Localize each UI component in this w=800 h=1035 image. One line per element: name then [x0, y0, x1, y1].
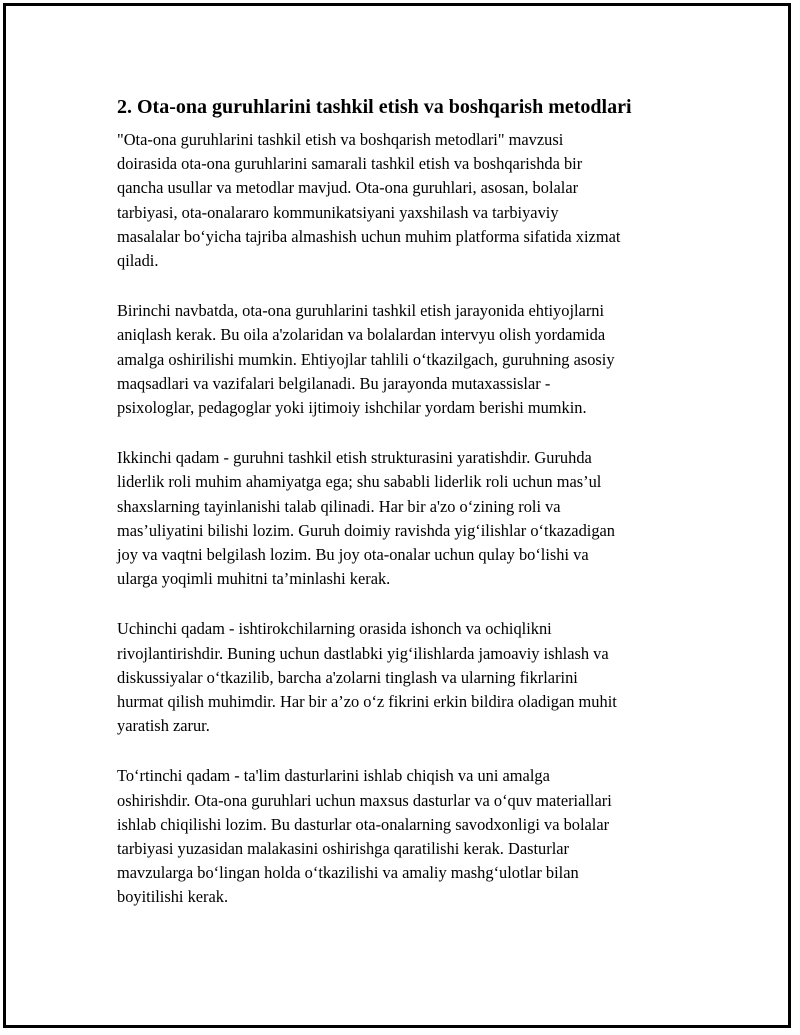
text-line: "Ota-ona guruhlarini tashkil etish va boshqarish metodlari" mavzusi [117, 130, 564, 149]
text-line: doirasida ota-ona guruhlarini samarali tashkil etish va boshqarishda bir [117, 154, 583, 174]
text-line: aniqlash kerak. Bu oila a'zolaridan va bolalardan intervyu olish yordamida [117, 325, 606, 345]
text-line: psixologlar, pedagoglar yoki ijtimoiy ishchilar yordam berishi mumkin. [117, 398, 587, 418]
text-line: diskussiyalar o‘tkazilib, barcha a'zolarni tinglash va ularning fikrlarini [117, 667, 578, 687]
text-line: maqsadlari va vazifalari belgilanadi. Bu jarayonda mutaxassislar - [117, 373, 551, 393]
text-line: qiladi. [117, 251, 159, 271]
paragraph-first-step [117, 299, 687, 420]
text-line: oshirishdir. Ota-ona guruhlari uchun maxsus dasturlar va o‘quv materiallari [117, 790, 612, 810]
text-line: joy va vaqtni belgilash lozim. Bu joy ota-onalar uchun qulay bo‘lishi va [117, 545, 589, 565]
section-title: 2. Ota-ona guruhlarini tashkil etish va boshqarish metodlari [117, 96, 632, 118]
text-line: amalga oshirilishi mumkin. Ehtiyojlar tahlili o‘tkazilgach, guruhning asosiy [117, 349, 615, 369]
text-line: rivojlantirishdir. Buning uchun dastlabki yig‘ilishlarda jamoaviy ishlash va [117, 643, 609, 663]
text-line: qancha usullar va metodlar mavjud. Ota-ona guruhlari, asosan, bolalar [117, 178, 579, 198]
text-line: boyitilishi kerak. [117, 887, 229, 907]
text-line: hurmat qilish muhimdir. Har bir a’zo o‘z fikrini erkin bildira oladigan muhit [117, 692, 617, 712]
paragraph-third-step [117, 617, 687, 738]
paragraph-fourth-step [117, 764, 687, 909]
document-body [117, 94, 687, 936]
text-line: Uchinchi qadam - ishtirokchilarning orasida ishonch va ochiqlikni [117, 619, 552, 639]
text-line: shaxslarning tayinlanishi talab qilinadi. Har bir a'zo o‘zining roli va [117, 496, 561, 516]
paragraph-intro [117, 128, 687, 273]
text-line: ularga yoqimli muhitni ta’minlashi kerak. [117, 569, 391, 589]
text-line: masalalar bo‘yicha tajriba almashish uchun muhim platforma sifatida xizmat [117, 226, 621, 246]
text-line: liderlik roli muhim ahamiyatga ega; shu sababli liderlik roli uchun mas’ul [117, 472, 602, 492]
text-line: mas’uliyatini bilishi lozim. Guruh doimiy ravishda yig‘ilishlar o‘tkazadigan [117, 520, 616, 540]
text-line: yaratish zarur. [117, 716, 210, 736]
text-line: To‘rtinchi qadam - ta'lim dasturlarini ishlab chiqish va uni amalga [117, 766, 550, 786]
text-line: Birinchi navbatda, ota-ona guruhlarini tashkil etish jarayonida ehtiyojlarni [117, 301, 605, 321]
paragraph-second-step [117, 446, 687, 591]
text-line: Ikkinchi qadam - guruhni tashkil etish strukturasini yaratishdir. Guruhda [117, 448, 592, 468]
text-line: mavzularga bo‘lingan holda o‘tkazilishi va amaliy mashg‘ulotlar bilan [117, 863, 579, 883]
text-line: tarbiyasi, ota-onalararo kommunikatsiyani yaxshilash va tarbiyaviy [117, 202, 559, 222]
text-line: tarbiyasi yuzasidan malakasini oshirishga qaratilishi kerak. Dasturlar [117, 839, 569, 859]
text-line: ishlab chiqilishi lozim. Bu dasturlar ota-onalarning savodxonligi va bolalar [117, 814, 610, 834]
